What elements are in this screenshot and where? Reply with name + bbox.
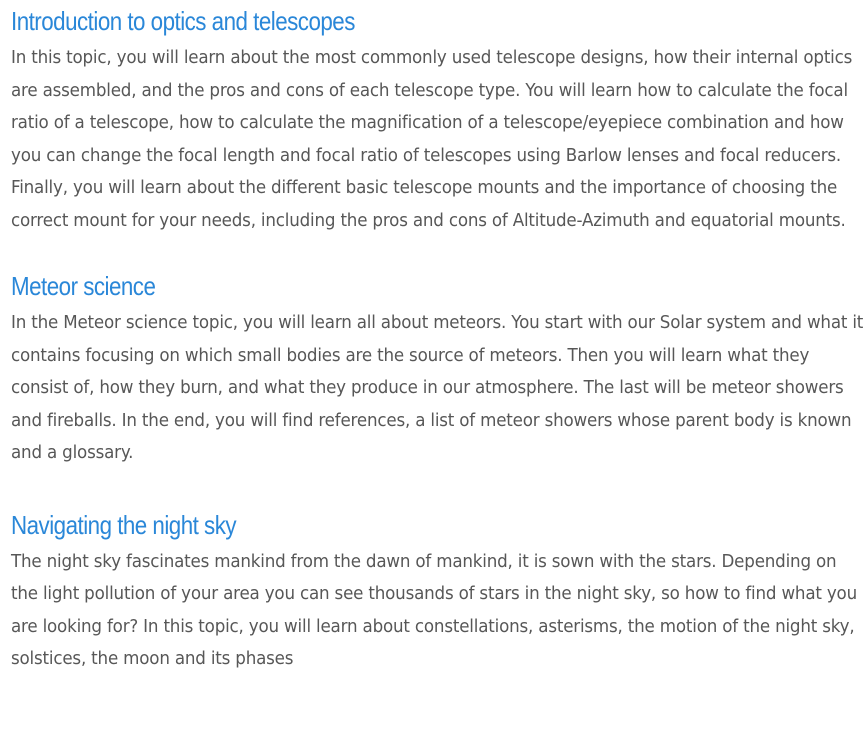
section-spacer <box>11 470 861 504</box>
topic-description: The night sky fascinates mankind from the dawn of mankind, it is sown with the stars. Depending on the light pollution of your area you can see thousands of stars in the night sky, so how to find what you are looking for? In this topic, you will learn about constellations, asterisms, the motion of the night sky, solstices, the moon and its phases <box>11 551 857 669</box>
topic-title: Introduction to optics and telescopes <box>11 6 355 36</box>
topics-content <box>11 0 864 676</box>
topic-meteor-science <box>11 265 864 470</box>
section-spacer <box>11 237 861 265</box>
topic-description: In this topic, you will learn about the most commonly used telescope designs, how their internal optics are assembled, and the pros and cons of each telescope type. You will learn how to calculate the focal ratio of a telescope, how to calculate the magnification of a telescope/eyepiece combination and how you can change the focal length and focal ratio of telescopes using Barlow lenses and focal reducers. Finally, you will learn about the different basic telescope mounts and the importance of choosing the correct mount for your needs, including the pros and cons of Altitude-Azimuth and equatorial mounts. <box>11 48 853 231</box>
topic-title: Navigating the night sky <box>11 509 237 540</box>
topic-description: In the Meteor science topic, you will learn all about meteors. You start with our Solar system and what it contains focusing on which small bodies are the source of meteors. Then you will learn what they consist of, how they burn, and what they produce in our atmosphere. The last will be meteor showers and fireballs. In the end, you will find references, a list of meteor showers whose parent body is known and a glossary. <box>11 313 864 463</box>
topic-night-sky <box>11 504 861 676</box>
topic-optics-telescopes <box>11 0 861 237</box>
topic-title: Meteor science <box>11 271 156 301</box>
